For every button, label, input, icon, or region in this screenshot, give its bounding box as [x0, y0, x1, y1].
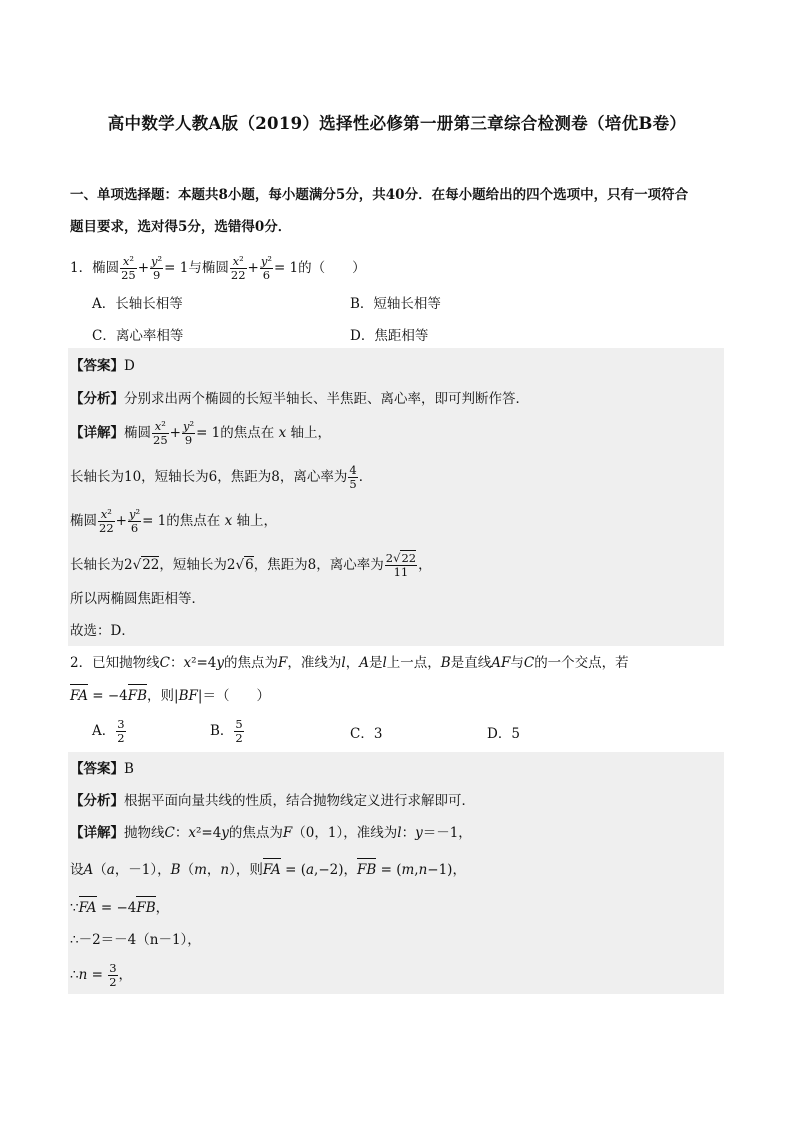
q1-mid: 与椭圆 — [188, 260, 229, 276]
fraction-x2-22: $\frac{\text{x²}}{22}$ — [99, 507, 114, 535]
q2-text: 2．已知抛物线 — [70, 655, 160, 671]
q2-text: 是 — [368, 655, 383, 671]
q1-stem: 1．椭圆 $\frac{\text{x²}}{25}$ + $\frac{\text{y²}}{9}$ = 1与椭圆 $\frac{\text{x²}}{22}$ + $\frac{\text{y²}}{6}$ = 1的（ ） — [70, 254, 366, 282]
q2-text: 的一个交点，若 — [534, 655, 629, 671]
q1-detail-line5: 所以两椭圆焦距相等． — [70, 591, 205, 607]
detail-text: 轴上， — [290, 425, 331, 441]
detail-text: 抛物线 — [124, 825, 165, 841]
q2-text: 的焦点为 — [224, 655, 279, 671]
detail-text: ： — [401, 825, 416, 841]
section-heading-line1: 一、单项选择题：本题共8小题，每小题满分5分，共40分．在每小题给出的四个选项中，只有一项符合 — [70, 187, 689, 203]
detail-label: 【详解】 — [70, 825, 124, 841]
answer-label: 【答案】 — [70, 358, 124, 374]
fraction-4-5: $\frac{4}{5}$ — [349, 463, 357, 491]
answer-value: B — [124, 761, 134, 777]
detail-text: （0，1），准线为 — [292, 825, 398, 841]
detail-text: ， — [206, 862, 221, 878]
detail-text: 设 — [70, 862, 84, 878]
q1-detail-line1: 【详解】椭圆 $\frac{\text{x²}}{25}$ + $\frac{\text{y²}}{9}$ = 1的焦点在 x 轴上， — [70, 419, 331, 447]
detail-label: 【详解】 — [70, 425, 124, 441]
q2-answer — [70, 759, 134, 779]
q2-text: ，准线为 — [287, 655, 342, 671]
q1-answer — [70, 356, 135, 376]
detail-text: ， — [155, 900, 170, 916]
q2-detail-line5: ∴n = $\frac{3}{2}$ ， — [70, 961, 133, 989]
detail-text: ∴ — [70, 967, 79, 983]
fraction-y2-6: $\frac{\text{y²}}{6}$ — [260, 254, 272, 282]
q1-option-c: C．离心率相等 — [92, 328, 184, 344]
q1-option-b: B．短轴长相等 — [350, 296, 441, 312]
fraction-3-2: $\frac{3}{2}$ — [117, 717, 125, 745]
q1-detail-line2 — [70, 464, 372, 491]
fraction-x2-22: $\frac{\text{x²}}{22}$ — [230, 254, 246, 282]
detail-text: ， — [452, 862, 466, 878]
analysis-text: 根据平面向量共线的性质，结合抛物线定义进行求解即可． — [124, 793, 475, 809]
q1-detail-line4: 长轴长为2√22，短轴长为2√6，焦距为8，离心率为 $\frac{2√22}{11}$ ， — [70, 551, 432, 579]
detail-text: ），则 — [229, 862, 263, 878]
analysis-label: 【分析】 — [70, 793, 124, 809]
q2-text: ＝（ ） — [202, 688, 270, 704]
q2-option-a — [92, 718, 127, 745]
detail-text: （ — [93, 862, 107, 878]
detail-text: 长轴长为10，短轴长为6，焦距为8，离心率为 — [70, 469, 348, 485]
q2-text: 是直线 — [450, 655, 492, 671]
fraction-y2-9: $\frac{\text{y²}}{9}$ — [182, 419, 195, 447]
q1-option-d: D．焦距相等 — [350, 328, 429, 344]
q2-text: 与 — [510, 655, 524, 671]
q2-text: ： — [169, 655, 184, 671]
detail-text: ， — [418, 557, 432, 573]
q1-prefix: 1．椭圆 — [70, 260, 120, 276]
q2-detail-line1: 【详解】抛物线C：x²=4y的焦点为F（0，1），准线为l：y＝－1， — [70, 825, 472, 841]
detail-text: 长轴长为 — [70, 557, 124, 573]
q2-detail-line2: 设A（a，－1），B（m，n），则FA = (a,−2)，FB = (m,n−1)， — [70, 862, 466, 878]
detail-text: 轴上， — [236, 513, 277, 529]
section-heading-line2: 题目要求，选对得5分，选错得0分． — [70, 219, 292, 235]
detail-text: ： — [174, 825, 189, 841]
q2-option-d: D．5 — [487, 726, 520, 742]
detail-text: 椭圆 — [70, 513, 97, 529]
fraction-y2-9: $\frac{\text{y²}}{9}$ — [151, 254, 163, 282]
detail-text: ， — [343, 862, 357, 878]
q1-detail-line3: 椭圆 $\frac{\text{x²}}{22}$ + $\frac{\text{y²}}{6}$ = 1的焦点在 x 轴上， — [70, 507, 277, 535]
analysis-label: 【分析】 — [70, 391, 124, 407]
answer-value: D — [124, 358, 135, 374]
q2-text: 上一点， — [386, 655, 441, 671]
detail-text: 的焦点为 — [228, 825, 283, 841]
detail-text: 的焦点在 — [220, 425, 275, 441]
q2-option-c: C．3 — [350, 726, 383, 742]
detail-text: （ — [180, 862, 195, 878]
fraction-x2-25: $\frac{\text{x²}}{25}$ — [121, 254, 136, 282]
q2-stem-line2: FA = −4FB，则|BF|＝（ ） — [70, 688, 270, 704]
q2-option-b — [210, 718, 245, 745]
q1-analysis — [70, 389, 529, 409]
fraction-y2-6: $\frac{\text{y²}}{6}$ — [128, 507, 141, 535]
q1-option-a: A．长轴长相等 — [92, 296, 183, 312]
q1-detail-line6: 故选：D． — [70, 623, 135, 639]
fraction-3-2: $\frac{3}{2}$ — [109, 961, 117, 989]
q2-detail-line3: ∵FA = −4FB， — [70, 900, 170, 916]
option-label: B． — [210, 723, 234, 739]
fraction-2sqrt22-11: $\frac{2√22}{11}$ — [385, 551, 417, 579]
fraction-x2-25: $\frac{\text{x²}}{25}$ — [153, 419, 168, 447]
q2-analysis — [70, 791, 475, 811]
q2-detail-line4: ∴－2＝－4（n－1）， — [70, 932, 201, 948]
detail-text: ，短轴长为 — [159, 557, 227, 573]
detail-text: ， — [118, 967, 133, 983]
detail-text: ，焦距为8，离心率为 — [253, 557, 384, 573]
q1-suffix: 的（ ） — [298, 260, 366, 276]
analysis-text: 分别求出两个椭圆的长短半轴长、半焦距、离心率，即可判断作答． — [124, 391, 529, 407]
detail-text: ． — [358, 469, 373, 485]
detail-text: 的焦点在 — [166, 513, 221, 529]
detail-text: 椭圆 — [124, 425, 151, 441]
q2-text: ， — [345, 655, 360, 671]
option-label: A． — [92, 723, 116, 739]
q2-text: ，则 — [147, 688, 175, 704]
detail-text: ＝－1， — [422, 825, 472, 841]
detail-text: ，－1）， — [114, 862, 171, 878]
q2-stem-line1: 2．已知抛物线C：x²=4y的焦点为F，准线为l，A是l上一点，B是直线AF与C的一个交点，若 — [70, 655, 629, 671]
page-title: 高中数学人教A版（2019）选择性必修第一册第三章综合检测卷（培优B卷） — [107, 114, 687, 133]
answer-label: 【答案】 — [70, 761, 124, 777]
fraction-5-2: $\frac{5}{2}$ — [235, 717, 243, 745]
